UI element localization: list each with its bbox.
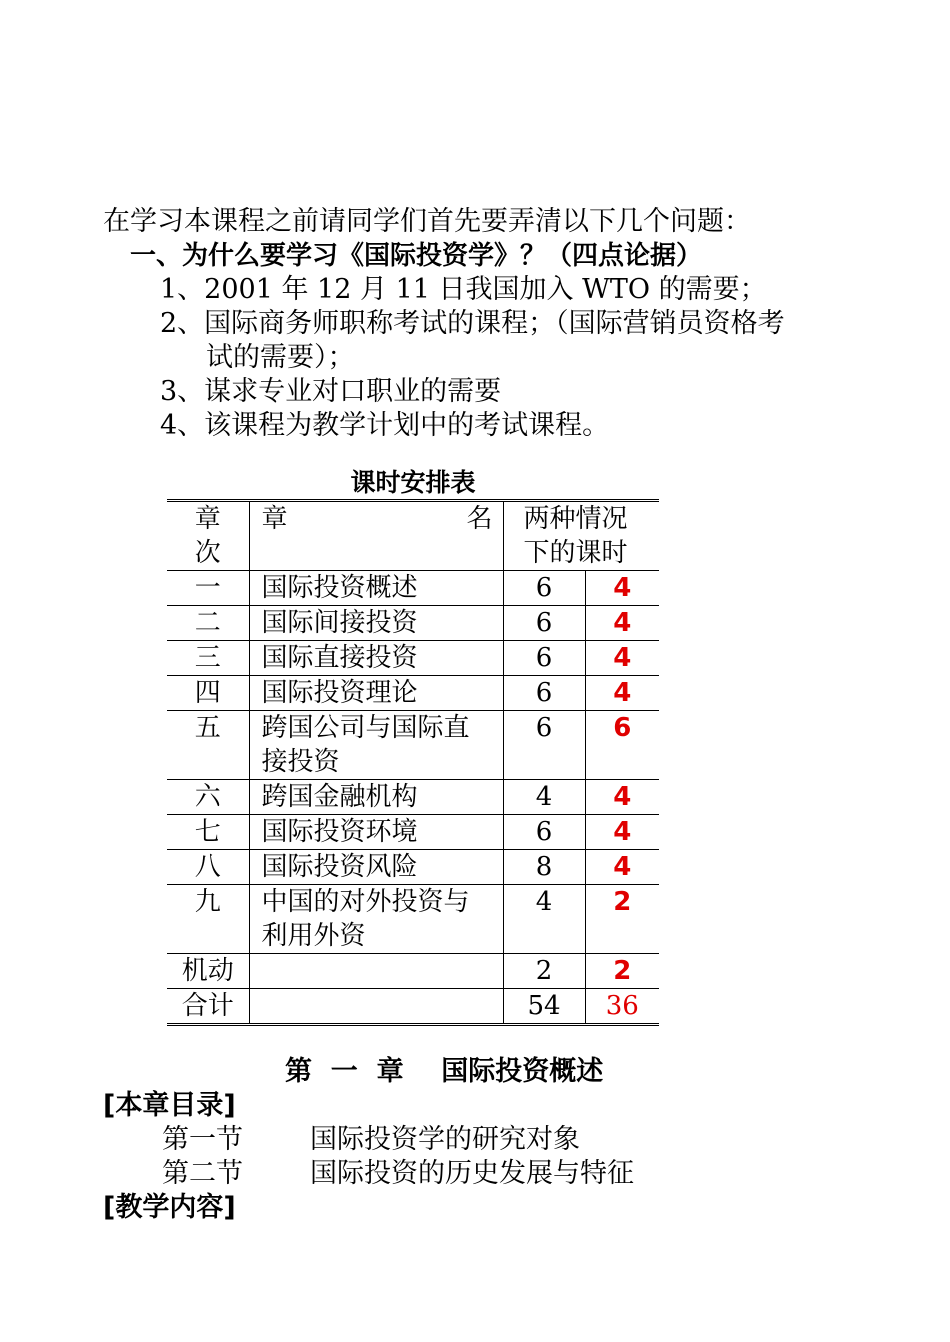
- hours-case-1: 2: [503, 954, 585, 989]
- table-header-row: [167, 501, 659, 571]
- toc-item: [162, 1157, 634, 1191]
- table-row: [167, 780, 659, 815]
- chapter-number: 六: [167, 780, 249, 815]
- schedule-table-title: 课时安排表: [350, 468, 476, 497]
- hours-case-2: 4: [585, 780, 659, 815]
- chapter-number: 三: [167, 641, 249, 676]
- chapter-name: [249, 571, 503, 606]
- chapter-title: 第 一 章 国际投资概述: [285, 1056, 604, 1087]
- chapter-name: [249, 676, 503, 711]
- toc-section-title: 国际投资学的研究对象: [310, 1124, 580, 1155]
- table-row: [167, 676, 659, 711]
- hours-case-2: 4: [585, 850, 659, 885]
- table-row: [167, 606, 659, 641]
- hours-case-1: 6: [503, 676, 585, 711]
- hours-case-1: 6: [503, 571, 585, 606]
- table-row: [167, 641, 659, 676]
- header-chapter-line-1: 章: [194, 504, 221, 534]
- total-hours-case-1: 54: [503, 989, 585, 1025]
- chapter-name: [249, 780, 503, 815]
- hours-case-2: 6: [585, 711, 659, 780]
- chapter-name: [249, 885, 503, 954]
- chapter-name: [249, 954, 503, 989]
- toc-section-number: 第二节: [162, 1158, 243, 1189]
- toc-label: [本章目录]: [103, 1090, 236, 1121]
- chapter-name-line: 跨国公司与国际直: [261, 713, 470, 743]
- chapter-number: 八: [167, 850, 249, 885]
- total-label: 合计: [167, 989, 249, 1025]
- chapter-number: 五: [167, 711, 249, 780]
- table-row: [167, 571, 659, 606]
- chapter-name-line: 跨国金融机构: [261, 782, 418, 812]
- toc-section-title: 国际投资的历史发展与特征: [310, 1158, 634, 1189]
- chapter-number: 二: [167, 606, 249, 641]
- table-total-row: [167, 989, 659, 1025]
- chapter-name-line: 国际直接投资: [261, 643, 418, 673]
- header-chapter-number: [167, 501, 249, 571]
- chapter-name-line: 国际投资环境: [261, 817, 418, 847]
- hours-case-1: 6: [503, 641, 585, 676]
- header-hours-line-2: 下的课时: [523, 538, 628, 568]
- reason-item-3: 3、谋求专业对口职业的需要: [160, 376, 502, 407]
- hours-case-2: 4: [585, 571, 659, 606]
- header-name-part-2: 名: [466, 504, 493, 534]
- hours-case-1: 6: [503, 711, 585, 780]
- chapter-name-line: 国际投资风险: [261, 852, 418, 882]
- hours-case-1: 4: [503, 780, 585, 815]
- total-hours-case-2: 36: [585, 989, 659, 1025]
- hours-case-2: 4: [585, 815, 659, 850]
- hours-case-2: 4: [585, 676, 659, 711]
- chapter-name: [249, 815, 503, 850]
- reason-item-1: 1、2001 年 12 月 11 日我国加入 WTO 的需要；: [160, 274, 767, 305]
- header-chapter-name: [249, 501, 503, 571]
- chapter-name: [249, 606, 503, 641]
- header-chapter-line-2: 次: [194, 538, 221, 568]
- chapter-name-line: 国际投资理论: [261, 678, 418, 708]
- header-hours: [503, 501, 659, 571]
- chapter-number: 机动: [167, 954, 249, 989]
- header-name-part-1: 章: [261, 504, 288, 534]
- total-empty-cell: [249, 989, 503, 1025]
- chapter-name: [249, 641, 503, 676]
- table-row: [167, 850, 659, 885]
- hours-case-2: 2: [585, 954, 659, 989]
- hours-case-2: 4: [585, 641, 659, 676]
- chapter-number: 九: [167, 885, 249, 954]
- hours-case-1: 6: [503, 815, 585, 850]
- chapter-name-line: 国际投资概述: [261, 573, 418, 603]
- chapter-name: [249, 850, 503, 885]
- chapter-number: 一: [167, 571, 249, 606]
- intro-text: 在学习本课程之前请同学们首先要弄清以下几个问题：: [103, 206, 751, 237]
- teaching-content-label: [教学内容]: [103, 1192, 236, 1223]
- hours-case-2: 2: [585, 885, 659, 954]
- reason-item-2: 2、国际商务师职称考试的课程；（国际营销员资格考: [160, 308, 785, 339]
- hours-case-1: 4: [503, 885, 585, 954]
- chapter-number: 四: [167, 676, 249, 711]
- toc-item: [162, 1123, 580, 1157]
- hours-case-1: 6: [503, 606, 585, 641]
- table-row: [167, 815, 659, 850]
- chapter-name-line: 接投资: [261, 747, 340, 777]
- chapter-name-line: 利用外资: [261, 921, 366, 951]
- reason-item-4: 4、该课程为教学计划中的考试课程。: [160, 410, 610, 441]
- toc-section-number: 第一节: [162, 1124, 243, 1155]
- table-row: [167, 885, 659, 954]
- chapter-name-line: 国际间接投资: [261, 608, 418, 638]
- schedule-table: [167, 499, 659, 1026]
- chapter-number: 七: [167, 815, 249, 850]
- reason-item-2-continued: 试的需要）；: [206, 342, 355, 373]
- table-row: [167, 711, 659, 780]
- hours-case-2: 4: [585, 606, 659, 641]
- header-hours-line-1: 两种情况: [523, 504, 628, 534]
- question-heading: 一、为什么要学习《国际投资学》？（四点论据）: [130, 241, 703, 271]
- chapter-name: [249, 711, 503, 780]
- chapter-name-line: 中国的对外投资与: [261, 887, 470, 917]
- hours-case-1: 8: [503, 850, 585, 885]
- table-row: [167, 954, 659, 989]
